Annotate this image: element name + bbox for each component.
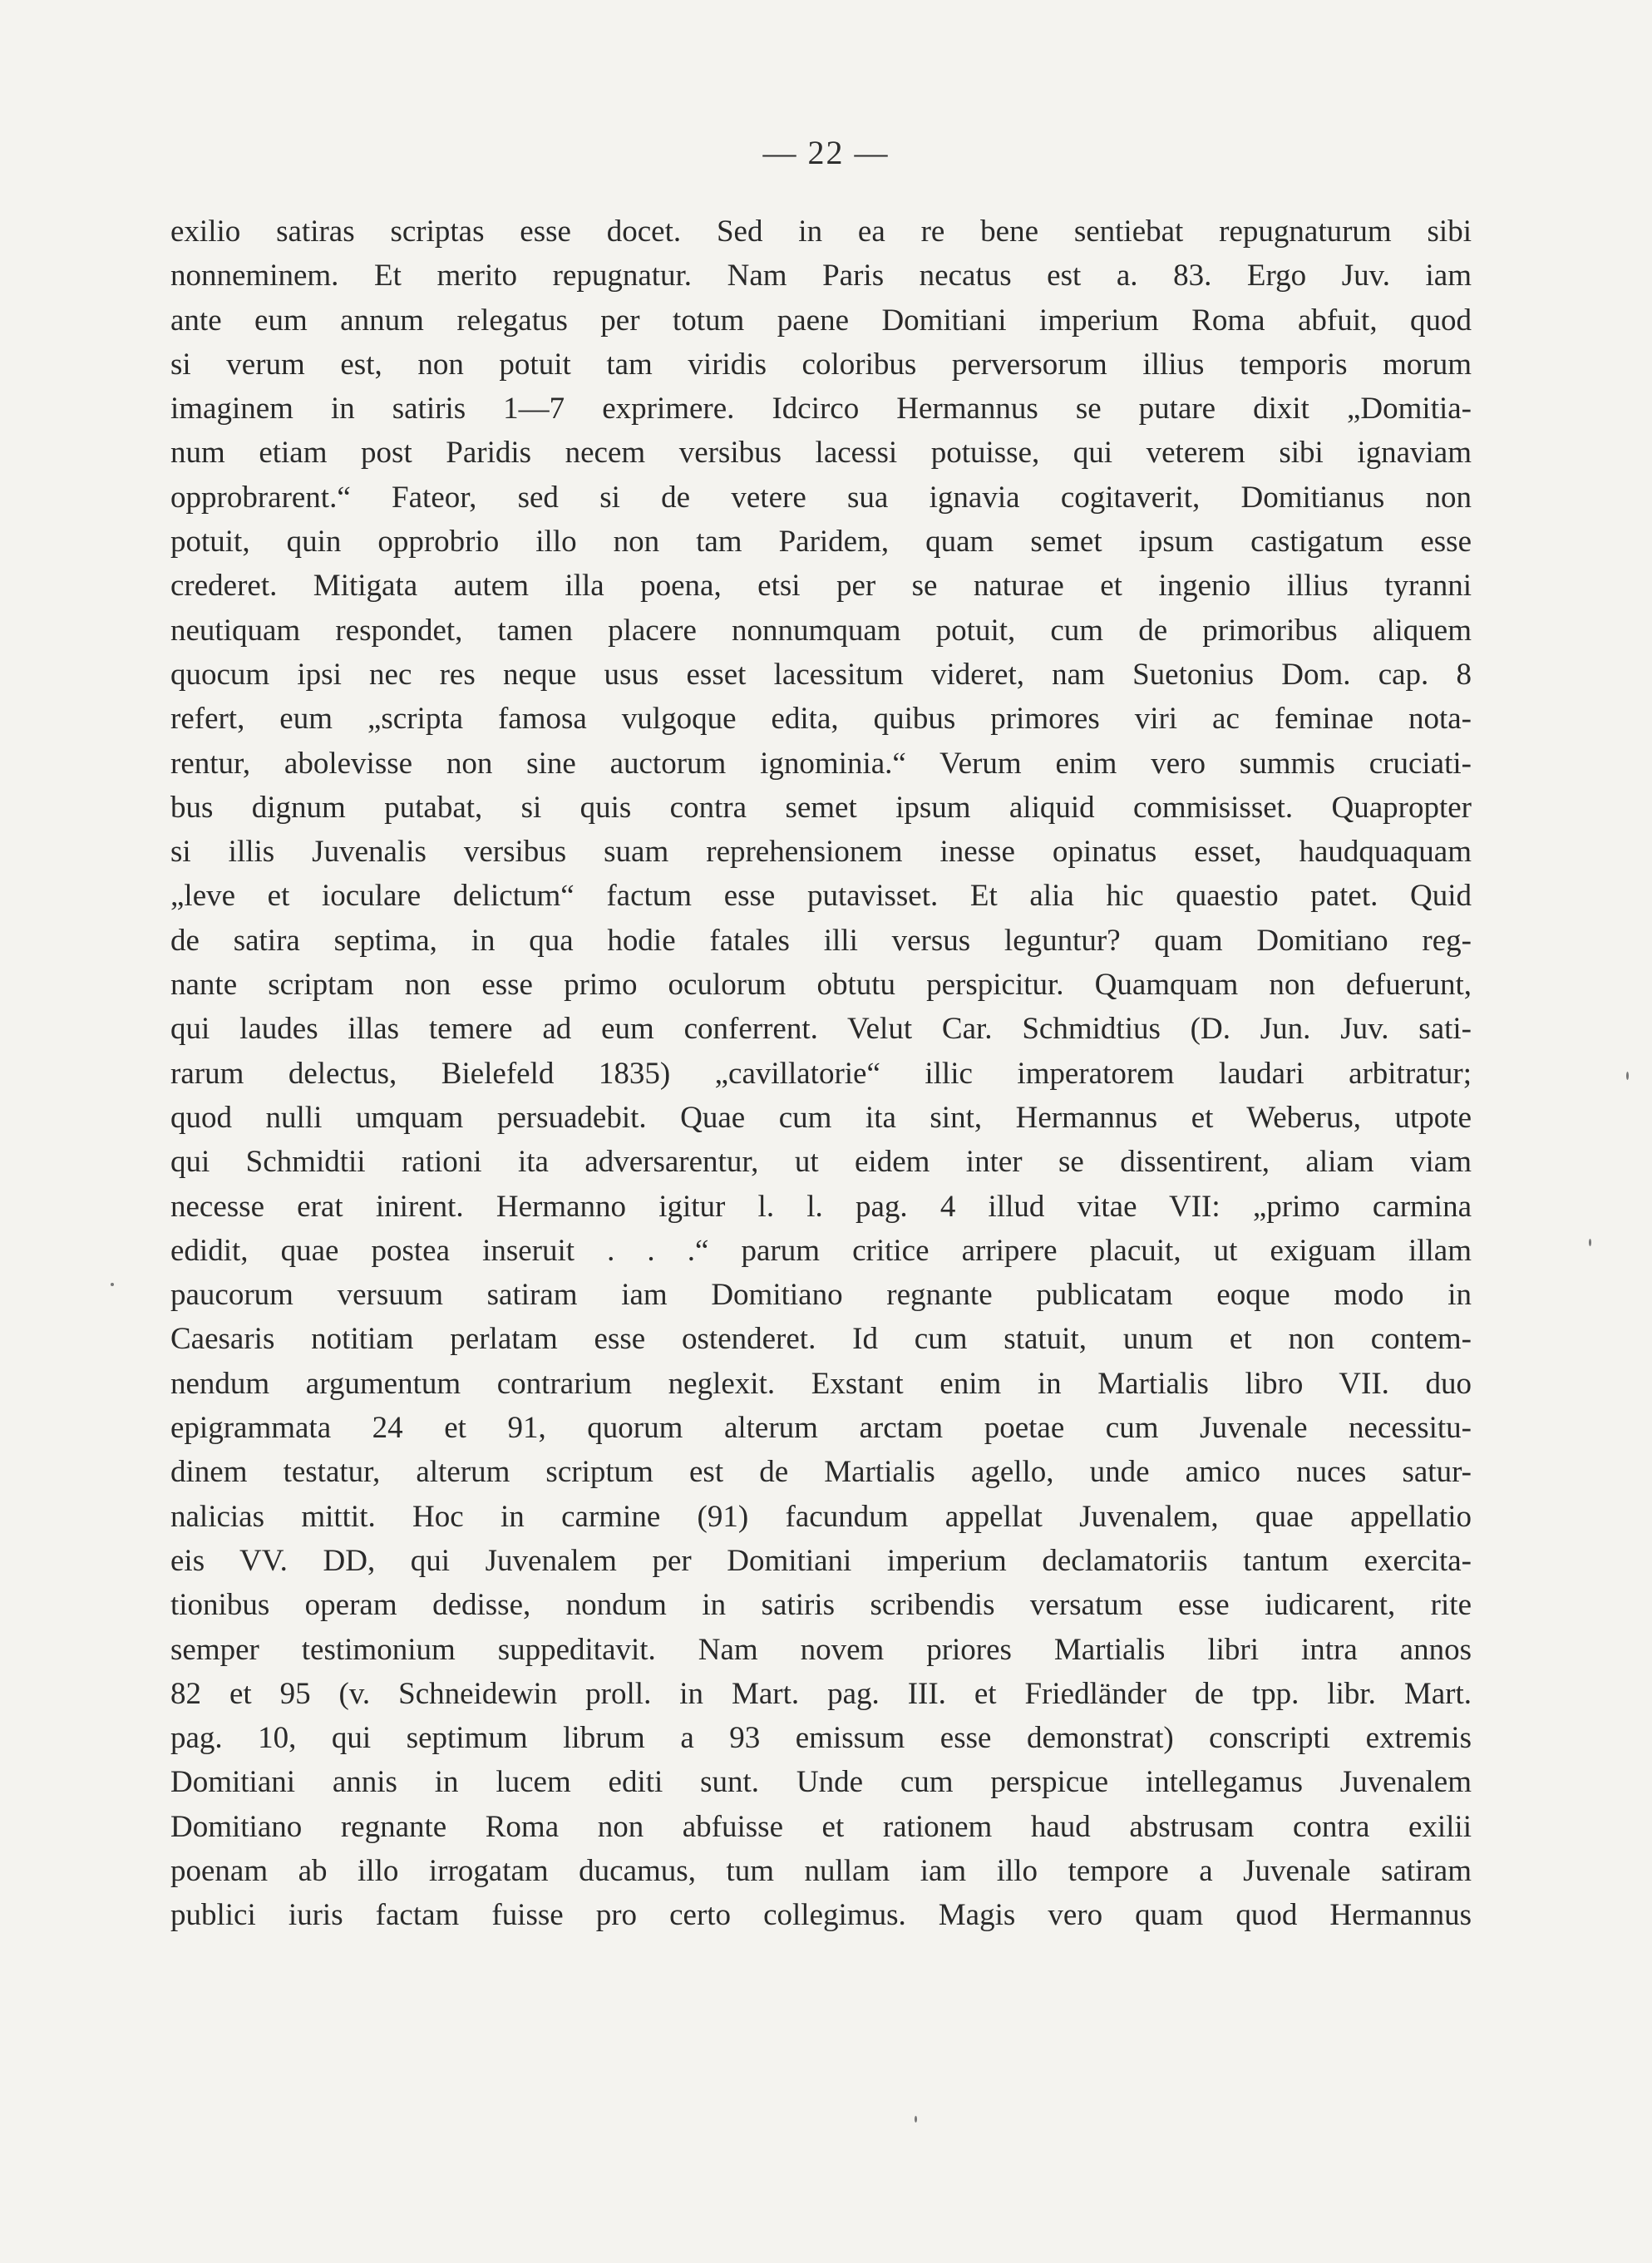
- text-line: Domitiano regnante Roma non abfuisse et rationem haud abstrusam contra exilii: [170, 1809, 1472, 1844]
- text-line: dinem testatur, alterum scriptum est de Martialis agello, unde amico nuces satur-: [170, 1455, 1472, 1490]
- text-line: si illis Juvenalis versibus suam reprehensionem inesse opinatus esset, haudquaquam: [170, 835, 1472, 870]
- text-line: quod nulli umquam persuadebit. Quae cum ita sint, Hermannus et Weberus, utpote: [170, 1100, 1472, 1135]
- text-line: nalicias mittit. Hoc in carmine (91) facundum appellat Juvenalem, quae appellatio: [170, 1499, 1472, 1534]
- body-text: [170, 210, 1472, 1938]
- text-line: poenam ab illo irrogatam ducamus, tum nullam iam illo tempore a Juvenale satiram: [170, 1853, 1472, 1888]
- text-line: nendum argumentum contrarium neglexit. Exstant enim in Martialis libro VII. duo: [170, 1366, 1472, 1401]
- text-line: 82 et 95 (v. Schneidewin proll. in Mart. pag. III. et Friedländer de tpp. libr. Mart.: [170, 1676, 1472, 1711]
- text-line: qui laudes illas temere ad eum conferrent. Velut Car. Schmidtius (D. Jun. Juv. sati-: [170, 1012, 1472, 1047]
- text-line: bus dignum putabat, si quis contra semet ipsum aliquid commisisset. Quapropter: [170, 790, 1472, 825]
- text-line: necesse erat inirent. Hermanno igitur l. l. pag. 4 illud vitae VII: „primo carmina: [170, 1189, 1472, 1224]
- text-line: nante scriptam non esse primo oculorum obtutu perspicitur. Quamquam non defuerunt,: [170, 968, 1472, 1003]
- text-line: si verum est, non potuit tam viridis coloribus perversorum illius temporis morum: [170, 347, 1472, 382]
- scan-speck: [915, 2116, 917, 2122]
- text-line: refert, eum „scripta famosa vulgoque edita, quibus primores viri ac feminae nota-: [170, 702, 1472, 737]
- text-line: „leve et ioculare delictum“ factum esse putavisset. Et alia hic quaestio patet. Quid: [170, 879, 1472, 914]
- scan-speck: [1589, 1239, 1591, 1246]
- text-line: potuit, quin opprobrio illo non tam Paridem, quam semet ipsum castigatum esse: [170, 525, 1472, 560]
- text-line: nonneminem. Et merito repugnatur. Nam Paris necatus est a. 83. Ergo Juv. iam: [170, 259, 1472, 293]
- text-line: imaginem in satiris 1—7 exprimere. Idcirco Hermannus se putare dixit „Domitia-: [170, 392, 1472, 426]
- text-line: pag. 10, qui septimum librum a 93 emissum esse demonstrat) conscripti extremis: [170, 1721, 1472, 1756]
- text-line: publici iuris factam fuisse pro certo collegimus. Magis vero quam quod Hermannus: [170, 1898, 1472, 1933]
- text-line: semper testimonium suppeditavit. Nam novem priores Martialis libri intra annos: [170, 1632, 1472, 1667]
- text-line: rentur, abolevisse non sine auctorum ignominia.“ Verum enim vero summis cruciati-: [170, 746, 1472, 781]
- scan-speck: [1626, 1072, 1629, 1080]
- text-line: epigrammata 24 et 91, quorum alterum arctam poetae cum Juvenale necessitu-: [170, 1411, 1472, 1446]
- text-line: eis VV. DD, qui Juvenalem per Domitiani imperium declamatoriis tantum exercita-: [170, 1543, 1472, 1578]
- text-line: exilio satiras scriptas esse docet. Sed in ea re bene sentiebat repugnaturum sibi: [170, 214, 1472, 249]
- page-number: — 22 —: [762, 134, 890, 171]
- text-line: num etiam post Paridis necem versibus lacessi potuisse, qui veterem sibi ignaviam: [170, 436, 1472, 471]
- text-line: Domitiani annis in lucem editi sunt. Unde cum perspicue intellegamus Juvenalem: [170, 1765, 1472, 1800]
- text-line: Caesaris notitiam perlatam esse ostenderet. Id cum statuit, unum et non contem-: [170, 1322, 1472, 1357]
- text-line: quocum ipsi nec res neque usus esset lacessitum videret, nam Suetonius Dom. cap. 8: [170, 657, 1472, 692]
- text-line: opprobrarent.“ Fateor, sed si de vetere sua ignavia cogitaverit, Domitianus non: [170, 480, 1472, 515]
- text-line: tionibus operam dedisse, nondum in satiris scribendis versatum esse iudicarent, rite: [170, 1588, 1472, 1623]
- text-line: de satira septima, in qua hodie fatales illi versus leguntur? quam Domitiano reg-: [170, 923, 1472, 958]
- text-line: ante eum annum relegatus per totum paene Domitiani imperium Roma abfuit, quod: [170, 303, 1472, 338]
- text-line: rarum delectus, Bielefeld 1835) „cavillatorie“ illic imperatorem laudari arbitratur;: [170, 1056, 1472, 1091]
- text-line: neutiquam respondet, tamen placere nonnumquam potuit, cum de primoribus aliquem: [170, 613, 1472, 648]
- scan-speck: [111, 1283, 114, 1286]
- text-line: crederet. Mitigata autem illa poena, etsi per se naturae et ingenio illius tyranni: [170, 569, 1472, 604]
- text-line: edidit, quae postea inseruit . . .“ parum critice arripere placuit, ut exiguam illam: [170, 1233, 1472, 1268]
- text-line: paucorum versuum satiram iam Domitiano regnante publicatam eoque modo in: [170, 1278, 1472, 1313]
- text-line: qui Schmidtii rationi ita adversarentur, ut eidem inter se dissentirent, aliam viam: [170, 1145, 1472, 1180]
